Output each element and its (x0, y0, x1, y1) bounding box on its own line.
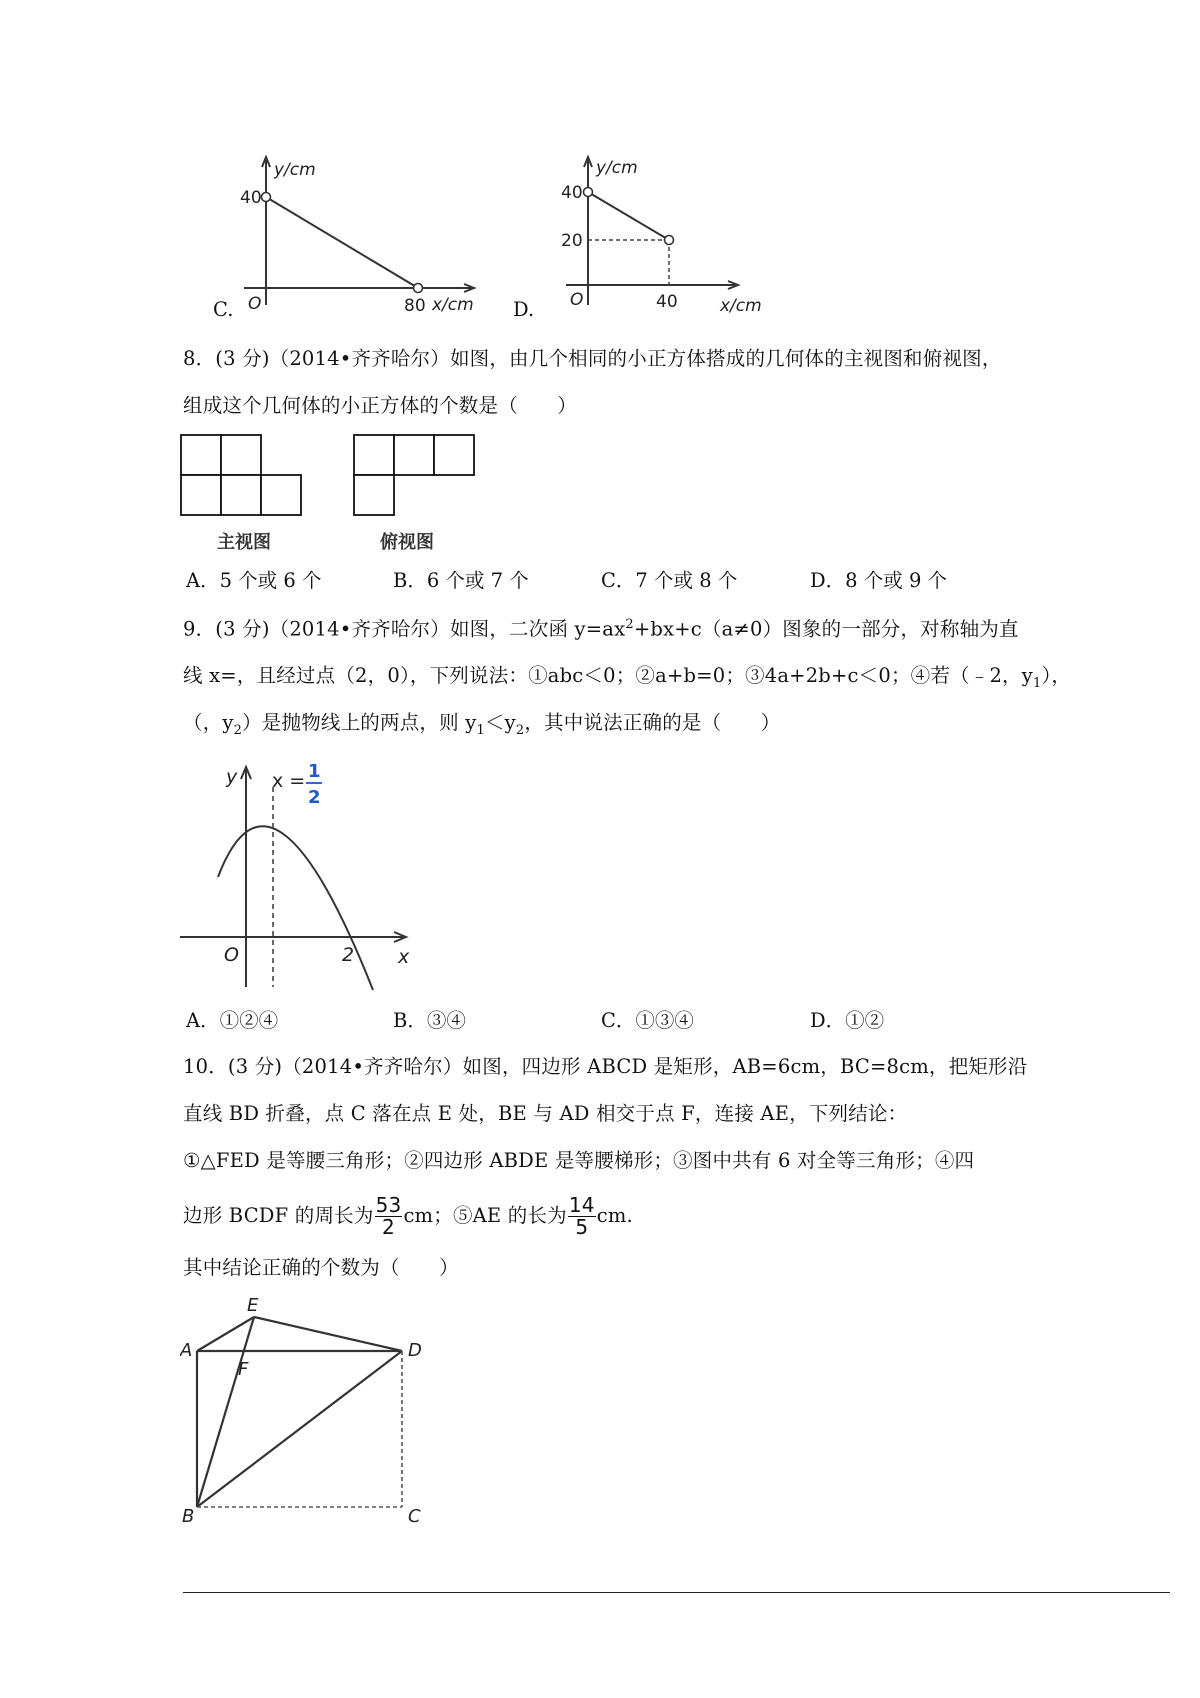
front-view-figure (180, 434, 310, 520)
q9-option-a[interactable]: A．①②④ (186, 1009, 279, 1032)
label-e: E (247, 1295, 259, 1316)
ae-length-fraction: $\frac{14}{5}$ (568, 1193, 595, 1239)
y-tick-40: 40 (561, 183, 583, 203)
q10-stem-line5: 其中结论正确的个数为（ ） (183, 1256, 459, 1279)
label-b: B (182, 1506, 195, 1527)
label-a: A (180, 1340, 193, 1361)
perimeter-fraction: $\frac{53}{2}$ (375, 1193, 402, 1239)
q9-stem-line3: （，$y_2$）是抛物线上的两点，则 $y_1<y_2$，其中说法正确的是（ ） (183, 711, 781, 738)
y-tick-40: 40 (240, 188, 262, 208)
q8-option-c[interactable]: C．7 个或 8 个 (601, 569, 738, 592)
front-view-label: 主视图 (217, 532, 271, 553)
q9-option-d[interactable]: D．①② (810, 1009, 885, 1032)
y-axis-label: y (226, 766, 238, 788)
footer-rule (183, 1592, 1170, 1593)
x-tick-40: 40 (656, 292, 678, 312)
q8-option-b[interactable]: B．6 个或 7 个 (393, 569, 529, 592)
q8-stem-line2: 组成这个几何体的小正方体的个数是（ ） (183, 394, 578, 417)
top-view-label: 俯视图 (380, 532, 434, 553)
y-axis-label: y/cm (596, 158, 638, 178)
label-c: C (408, 1506, 421, 1527)
x-axis-label: x/cm (432, 295, 474, 315)
rectangle-fold-figure (180, 1295, 430, 1530)
q8-option-a[interactable]: A．5 个或 6 个 (186, 569, 322, 592)
q8-stem-line1: 8．(3 分)（2014•齐齐哈尔）如图，由几个相同的小正方体搭成的几何体的主视图和俯视图， (183, 347, 1002, 370)
top-view-figure (353, 434, 483, 520)
x-axis-label: x/cm (720, 296, 762, 315)
origin-label: O (248, 294, 262, 314)
q9-stem-line2: 线 x=，且经过点（2，0），下列说法：①abc＜0；②a+b=0；③4a+2b+c＜0；④若（﹣2，$y_1$）， (183, 664, 1072, 691)
y-tick-20: 20 (561, 231, 583, 251)
q10-stem-line2: 直线 BD 折叠，点 C 落在点 E 处，BE 与 AD 相交于点 F，连接 AE，下列结论： (183, 1102, 908, 1125)
axis-fraction-denominator: 2 (308, 787, 321, 808)
graph-option-d (558, 155, 768, 315)
label-d: D (408, 1340, 422, 1361)
option-c-label[interactable]: C. (213, 298, 234, 321)
x-tick-80: 80 (404, 296, 426, 315)
parabola-graph (180, 757, 420, 992)
label-f: F (238, 1359, 249, 1380)
origin-label: O (570, 290, 584, 310)
axis-of-symmetry-label: x = (272, 770, 306, 792)
q9-option-c[interactable]: C．①③④ (601, 1009, 694, 1032)
option-d-label[interactable]: D. (513, 298, 535, 321)
q8-option-d[interactable]: D．8 个或 9 个 (810, 569, 948, 592)
q10-stem-line1: 10．(3 分)（2014•齐齐哈尔）如图，四边形 ABCD 是矩形，AB=6cm，BC=8cm，把矩形沿 (183, 1055, 1028, 1078)
axis-fraction-numerator: 1 (308, 761, 321, 782)
q9-option-b[interactable]: B．③④ (393, 1009, 466, 1032)
q9-stem-line1: 9．(3 分)（2014•齐齐哈尔）如图，二次函 $y=ax^2+bx+c(a\ne 0)$图象的一部分，对称轴为直 (183, 617, 1019, 641)
x-axis-label: x (398, 946, 410, 968)
q10-stem-line3: ①△FED 是等腰三角形；②四边形 ABDE 是等腰梯形；③图中共有 6 对全等三角形；④四 (183, 1149, 975, 1172)
origin-label: O (224, 944, 239, 966)
q10-stem-line4: 边形 BCDF 的周长为 $\frac{53}{2}$ cm；⑤AE 的长为 $\frac{14}{5}$ cm. (183, 1193, 633, 1239)
y-axis-label: y/cm (274, 160, 316, 180)
graph-option-c (238, 155, 498, 315)
x-tick-2: 2 (342, 944, 355, 966)
